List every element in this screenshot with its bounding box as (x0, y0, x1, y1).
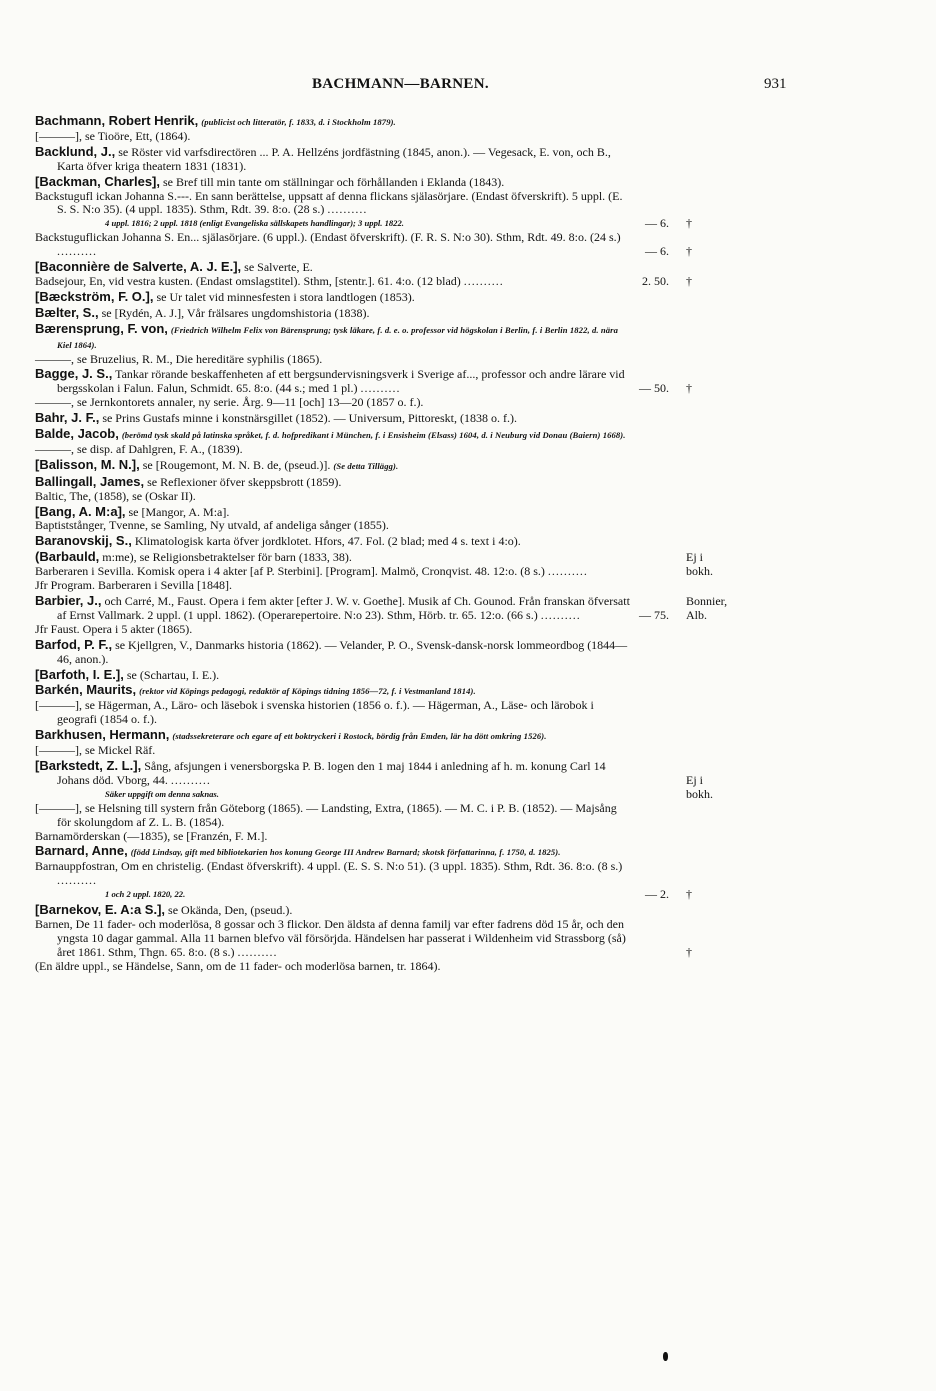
catalog-entry (35, 130, 633, 144)
entry-biographical-note: (stadssekreterare och egare af ett boktryckeri i Rostock, bördig från Emden, lär ha dött omkring 1526). (172, 731, 547, 742)
entry-headword: (Barbauld, (35, 549, 100, 565)
availability-mark: † (686, 216, 692, 231)
price: — 6. (645, 216, 669, 231)
catalog-entry (35, 366, 692, 396)
entry-text: se (Schartau, I. E.). (126, 667, 220, 682)
entry-text: m:me), se Religionsbetraktelser för barn (1833, 38). (102, 550, 352, 565)
entry-headword: [Bæckström, F. O.], (35, 288, 154, 304)
edition-note: 4 uppl. 1816; 2 uppl. 1818 (enligt Evangeliska sällskapets handlingar); 3 uppl. 1822. (105, 218, 404, 229)
entry-text: [———], se Hägerman, A., Läro- och läsebok i svenska historien (1856 o. f.). — Hägerman, A., Läse- och lärobok i geografi (1854 o. f.). (35, 698, 594, 727)
catalog-entry (35, 443, 633, 457)
catalog-entry (35, 475, 633, 490)
entry-headword: [Backman, Charles], (35, 173, 160, 189)
catalog-entry (35, 903, 633, 918)
leader-dots: .......... (463, 273, 504, 288)
entry-remark: (Se detta Tillägg). (333, 460, 399, 471)
availability-mark: † (686, 944, 692, 959)
catalog-entry (35, 505, 633, 520)
entry-text: se Bref till min tante om ställningar och förhållanden i Eklanda (1843). (163, 174, 505, 189)
availability-mark: Bonnier, Alb. (686, 594, 728, 622)
catalog-entry (35, 290, 633, 305)
entry-text: se Reflexioner öfver skeppsbrott (1859). (147, 474, 342, 489)
catalog-entry (35, 145, 633, 174)
entry-biographical-note: (rektor vid Köpings pedagogi, redaktör af Köpings tidning 1856—72, f. i Vestmanland 1814). (139, 686, 476, 697)
entry-text: ———, se Jernkontorets annaler, ny serie. Årg. 9—11 [och] 13—20 (1857 o. f.). (35, 395, 424, 410)
entry-headword: [Barfoth, I. E.], (35, 666, 124, 682)
catalog-entry (35, 916, 692, 960)
entry-text: se Kjellgren, V., Danmarks historia (1862). — Velander, P. O., Svensk-dansk-norsk lommeordbog (1844—46, anon.). (57, 637, 628, 666)
price: — 6. (645, 244, 669, 259)
availability-mark: † (686, 244, 692, 259)
price: — 50. (639, 381, 669, 396)
entry-text: ———, se Bruzelius, R. M., Die hereditäre syphilis (1865). (35, 351, 323, 366)
entry-headword: Backlund, J., (35, 143, 116, 159)
entry-headword: Barkhusen, Hermann, (35, 727, 170, 743)
entry-text: Badsejour, En, vid vestra kusten. (Endast omslagstitel). Sthm, [stentr.]. 61. 4:o. (12 blad) (35, 273, 461, 288)
catalog-entry (35, 458, 633, 474)
catalog-entry (35, 534, 633, 549)
entry-list (35, 113, 755, 974)
price: — 2. (645, 887, 669, 902)
leader-dots: .......... (57, 244, 97, 259)
entry-headword: Baranovskij, S., (35, 533, 132, 549)
entry-text: och Carré, M., Faust. Opera i fem akter [efter J. W. v. Goethe]. Musik af Ch. Gounod. Från franskan öfversatt af Ernst Vallmark. 2 uppl. (1 uppl. 1862). (Operarepertoire. N:o 23). Sthm, Hörb. tr. 65. 12:o. (66 s.) (57, 594, 630, 622)
entry-headword: [Barnekov, E. A:a S.], (35, 902, 166, 918)
catalog-entry (35, 683, 633, 699)
catalog-entry (35, 550, 633, 565)
entry-text: se [Rydén, A. J.], Vår frälsares ungdomshistoria (1838). (101, 305, 370, 320)
entry-text: [———], se Helsning till systern från Göteborg (1865). — Landsting, Extra, (1865). — M. C. i P. B. (1852). — Majsång för skolungdom af Z. L. B. (1854). (35, 800, 617, 829)
catalog-entry (35, 728, 633, 744)
entry-headword: Barkén, Maurits, (35, 682, 137, 698)
leader-dots: .......... (327, 202, 368, 217)
entry-headword: Ballingall, James, (35, 473, 145, 489)
entry-text: Barnen, De 11 fader- och moderlösa, 8 gossar och 3 flickor. Den äldsta af denna familj var efter fadrens död 15 år, och den yngsta 10 dagar gammal. Alla 11 barnen blefvo väl försörjda. Händelsen har passerat i Wildenheim vid Strassborg (så) året 1861. Sthm, Thgn. 65. 8:o. (8 s.) (35, 916, 626, 959)
running-head (0, 76, 936, 98)
page-number: 931 (764, 76, 787, 92)
catalog-entry (35, 744, 633, 758)
entry-biographical-note: (Friedrich Wilhelm Felix von Bärensprung; tysk läkare, f. d. e. o. professor vid högskolan i Berlin, f. i Berlin 1822, d. nära Kiel 1864). (57, 324, 619, 350)
entry-biographical-note: (berömd tysk skald på latinska språket, f. d. hofpredikant i München, f. i Ensisheim (Elsass) 1604, d. i Neuburg vid Donau (Baiern) 1668). (121, 430, 626, 441)
page-title: BACHMANN—BARNEN. (312, 76, 489, 92)
catalog-entry (35, 230, 692, 259)
leader-dots: .......... (360, 381, 401, 396)
catalog-entry (35, 802, 633, 830)
catalog-entry (35, 353, 633, 367)
entry-text: Jfr Faust. Opera i 5 akter (1865). (35, 621, 193, 636)
entry-text: Baltic, The, (1858), se (Oskar II). (35, 488, 196, 503)
entry-text: Barnauppfostran, Om en christelig. (Endast öfverskrift). 4 uppl. (E. S. S. N:o 51). (3 uppl. 1835). Sthm, Rdt. 36. 8:o. (8 s.) (35, 859, 623, 874)
catalog-entry (35, 844, 633, 860)
entry-text: Jfr Program. Barberaren i Sevilla [1848]. (35, 578, 232, 593)
leader-dots: .......... (237, 944, 278, 959)
entry-text: se Salverte, E. (244, 260, 313, 275)
catalog-entry (35, 322, 633, 353)
entry-text: se Okända, Den, (pseud.). (168, 903, 293, 918)
price: — 75. (639, 607, 669, 622)
entry-headword: Barfod, P. F., (35, 636, 113, 652)
catalog-entry (35, 960, 633, 974)
availability-mark: Ej i bokh. (686, 550, 713, 579)
entry-text: ———, se disp. af Dahlgren, F. A., (1839). (35, 441, 243, 456)
catalog-entry (35, 699, 633, 727)
availability-mark: † (686, 887, 692, 902)
entry-text: [———], se Mickel Räf. (35, 743, 156, 758)
entry-text: Barnamörderskan (—1835), se [Franzén, F. M.]. (35, 828, 268, 843)
catalog-entry (35, 396, 633, 410)
edition-note: Säker uppgift om denna saknas. (105, 788, 219, 799)
catalog-entry (35, 593, 728, 623)
leader-dots: .......... (170, 772, 211, 787)
entry-text: Backstuguflickan Johanna S. En... själasörjare. (6 uppl.). (Endast öfverskrift). (F. R. S. N:o 30). Sthm, Rdt. 49. 8:o. (24 s.) (35, 230, 621, 245)
catalog-entry (35, 668, 633, 683)
entry-biographical-note: (född Lindsay, gift med bibliotekarien hos konung George III Andrew Barnard; skotsk författarinna, f. 1750, d. 1825). (130, 847, 561, 858)
entry-text: se [Mangor, A. M:a]. (128, 504, 230, 519)
entry-text: se Röster vid varfsdirectören ... P. A. Hellzéns jordfästning (1845, anon.). — Vegesack, E. von, och B., Karta öfver kriga theatern 1831 (1831). (57, 144, 611, 173)
catalog-entry (35, 427, 633, 443)
entry-headword: Bahr, J. F., (35, 410, 100, 426)
entry-text: Sång, afsjungen i venersborgska P. B. logen den 1 maj 1844 i anledning af h. m. konung Carl 14 Johans död. Vborg, 44. (57, 758, 606, 787)
availability-mark: † (686, 381, 692, 396)
entry-headword: Bærensprung, F. von, (35, 320, 168, 336)
catalog-entry (35, 830, 633, 844)
availability-mark: † (686, 273, 692, 288)
entry-text: [———], se Tioöre, Ett, (1864). (35, 128, 191, 143)
entry-headword: [Balisson, M. N.], (35, 456, 140, 472)
entry-text: Tankar rörande beskaffenheten af ett bergsundervisningsverk i Sverige af..., professor och andre lärare vid bergsskolan i Falun. Falun, Schmidt. 65. 8:o. (44 s.; med 1 pl.) (57, 367, 625, 396)
entry-text: Klimatologisk karta öfver jordklotet. Hfors, 47. Fol. (2 blad; med 4 s. text i 4:o). (134, 534, 521, 549)
catalog-entry (35, 623, 633, 637)
catalog-entry (35, 273, 692, 289)
ink-speck (663, 1352, 668, 1361)
leader-dots: .......... (547, 564, 588, 579)
catalog-entry (35, 519, 633, 533)
catalog-entry (35, 175, 633, 190)
catalog-entry (35, 859, 692, 902)
leader-dots: .......... (57, 873, 97, 888)
catalog-entry (35, 411, 633, 426)
entry-text: Backstugufl ickan Johanna S.---. En sann berättelse, uppsatt af denna flickans själasörjare. (Endast öfverskrift). 5 uppl. (E. S. S. N:o 35). (4 uppl. 1835). Sthm, Rdt. 39. 8:o. (28 s.) (35, 188, 623, 217)
catalog-entry (35, 638, 633, 667)
availability-mark: Ej i bokh. (686, 772, 713, 801)
catalog-entry (35, 490, 633, 504)
catalog-entry (35, 260, 633, 275)
entry-text: (En äldre uppl., se Händelse, Sann, om de 11 fader- och moderlösa barnen, tr. 1864). (35, 958, 441, 973)
entry-headword: Bachmann, Robert Henrik, (35, 113, 199, 128)
entry-headword: [Baconnière de Salverte, A. J. E.], (35, 259, 242, 275)
entry-text: se [Rougemont, M. N. B. de, (pseud.)]. (142, 457, 331, 472)
entry-text: Barberaren i Sevilla. Komisk opera i 4 akter [af P. Sterbini]. [Program]. Malmö, Cronqvist. 48. 12:o. (8 s.) (35, 564, 545, 579)
catalog-entry (35, 757, 713, 802)
entry-headword: Barnard, Anne, (35, 843, 128, 859)
catalog-entry (35, 114, 633, 130)
entry-headword: Bælter, S., (35, 304, 99, 320)
entry-text: se Prins Gustafs minne i konstnärsgillet (1852). — Universum, Pittoreskt, (1838 o. f.). (102, 411, 517, 426)
entry-headword: Barbier, J., (35, 593, 102, 608)
catalog-entry (35, 188, 692, 232)
price: 2. 50. (642, 273, 669, 288)
catalog-entry (35, 306, 633, 321)
entry-headword: [Barkstedt, Z. L.], (35, 757, 142, 773)
entry-text: se Ur talet vid minnesfesten i stora landtlogen (1853). (156, 289, 415, 304)
entry-headword: Balde, Jacob, (35, 426, 119, 442)
entry-headword: [Bang, A. M:a], (35, 503, 126, 519)
entry-text: Baptiststånger, Tvenne, se Samling, Ny utvald, af andeliga sånger (1855). (35, 518, 389, 533)
leader-dots: .......... (540, 607, 581, 622)
entry-biographical-note: (publicist och litteratör, f. 1833, d. i Stockholm 1879). (201, 117, 396, 127)
edition-note: 1 och 2 uppl. 1820, 22. (105, 889, 186, 900)
entry-headword: Bagge, J. S., (35, 366, 113, 382)
catalog-entry (35, 579, 633, 593)
